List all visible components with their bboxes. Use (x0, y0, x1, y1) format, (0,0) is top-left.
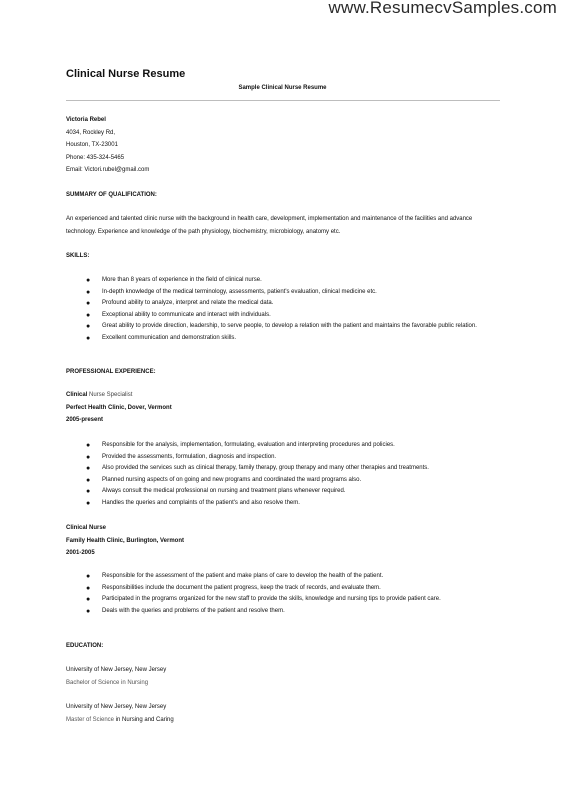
bullet-icon: ● (86, 288, 91, 296)
job-1-duties (86, 440, 502, 510)
skills-heading: SKILLS: (66, 253, 90, 259)
education-2-degree: Master of Science in Nursing and Caring (66, 716, 174, 723)
list-item: ● Participated in the programs organized for the new staff to provide the skills, knowledge and nursing tips to provide patient care. (102, 594, 492, 606)
bullet-icon: ● (86, 596, 91, 604)
job-2-dates: 2001-2005 (66, 550, 95, 557)
bullet-icon: ● (86, 453, 91, 461)
list-item: ● Also provided the services such as clinical therapy, family therapy, group therapy and many other therapies and treatments. (102, 463, 502, 475)
bullet-icon: ● (86, 311, 91, 319)
list-item: ● Deals with the queries and problems of the patient and resolve them. (102, 606, 492, 618)
job-2-title: Clinical Nurse (66, 525, 107, 531)
skills-list (86, 275, 482, 345)
bullet-icon: ● (86, 300, 91, 308)
list-item: ● In-depth knowledge of the medical terminology, assessments, patient's evaluation, clinical medicine etc. (102, 287, 482, 299)
education-2-school: University of New Jersey, New Jersey (66, 704, 167, 710)
job-1-header (66, 389, 172, 427)
document-subtitle: Sample Clinical Nurse Resume (238, 85, 327, 91)
bullet-icon: ● (86, 277, 91, 284)
list-item: ● Handles the queries and complaints of the patient's and also resolve them. (102, 498, 502, 510)
bullet-icon: ● (86, 573, 91, 580)
job-2-employer: Family Health Clinic, Burlington, Vermont (66, 537, 185, 544)
summary-heading: SUMMARY OF QUALIFICATION: (66, 192, 157, 198)
list-item: ● Responsible for the analysis, implementation, formulating, evaluation and interpreting procedures and policies. (102, 440, 502, 452)
contact-block (66, 114, 149, 177)
bullet-icon: ● (86, 488, 91, 496)
title-divider (66, 100, 500, 101)
bullet-icon: ● (86, 442, 91, 449)
bullet-icon: ● (86, 334, 91, 342)
list-item: ● Profound ability to analyze, interpret and relate the medical data. (102, 298, 482, 310)
list-item: ● Exceptional ability to communicate and interact with individuals. (102, 310, 482, 322)
job-1-title: Clinical Nurse Specialist (66, 392, 133, 398)
list-item: ● Always consult the medical professional on nursing and treatment plans whenever required. (102, 486, 502, 498)
job-1-dates: 2005-present (66, 417, 104, 424)
job-2-duties (86, 571, 492, 617)
education-1-degree: Bachelor of Science in Nursing (66, 679, 149, 686)
address-line-2: Houston, TX-23001 (66, 142, 118, 149)
job-1-employer: Perfect Health Clinic, Dover, Vermont (66, 404, 172, 411)
education-heading: EDUCATION: (66, 643, 104, 649)
bullet-icon: ● (86, 323, 91, 331)
list-item: ● Responsible for the assessment of the patient and make plans of care to develop the health of the patient. (102, 571, 492, 583)
list-item: ● Great ability to provide direction, leadership, to serve people, to develop a relation with the patient and maintains the favorable public relation. (102, 321, 482, 333)
education-1-school: University of New Jersey, New Jersey (66, 667, 167, 673)
bullet-icon: ● (86, 476, 91, 484)
phone-number: Phone: 435-324-5465 (66, 154, 125, 161)
education-entry-1 (66, 664, 166, 689)
list-item: ● Excellent communication and demonstration skills. (102, 333, 482, 345)
candidate-name: Victoria Rebel (66, 117, 106, 123)
email-address: Email: Victori.rubel@gmail.com (66, 167, 150, 174)
experience-heading: PROFESSIONAL EXPERIENCE: (66, 369, 156, 375)
document-title: Clinical Nurse Resume (66, 68, 186, 80)
list-item: ● Responsibilities include the document the patient progress, keep the track of records, and evaluate them. (102, 583, 492, 595)
bullet-icon: ● (86, 607, 91, 615)
list-item: ● More than 8 years of experience in the field of clinical nurse. (102, 275, 482, 287)
education-entry-2 (66, 701, 174, 726)
bullet-icon: ● (86, 465, 91, 473)
job-2-header (66, 522, 184, 560)
address-line-1: 4034, Rockley Rd, (66, 129, 116, 136)
bullet-icon: ● (86, 499, 91, 507)
site-watermark: www.ResumecvSamples.com (328, 0, 557, 17)
summary-text: An experienced and talented clinic nurse with the background in health care, development, implementation and maintenance of the facilities and advance technology. Experience and knowledge of the path physiology, biochemistry, microbiology, anatomy etc. (66, 216, 473, 235)
list-item: ● Planned nursing aspects of on going and new programs and coordinated the ward programs also. (102, 475, 502, 487)
list-item: ● Provided the assessments, formulation, diagnosis and inspection. (102, 452, 502, 464)
bullet-icon: ● (86, 584, 91, 592)
